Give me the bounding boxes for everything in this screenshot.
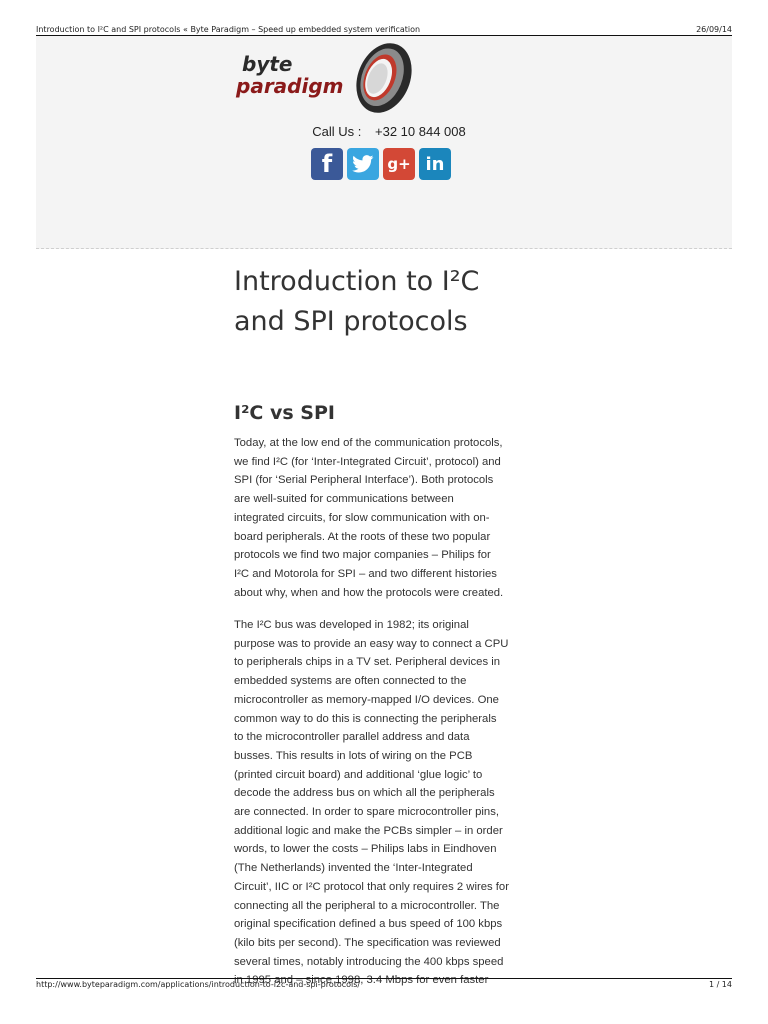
section-heading: I²C vs SPI — [234, 402, 335, 424]
facebook-icon[interactable]: f — [311, 148, 343, 180]
site-header — [36, 36, 732, 249]
paragraph-line: Today, at the low end of the communication protocols, — [234, 437, 503, 449]
phone-number[interactable]: +32 10 844 008 — [375, 124, 466, 139]
linkedin-icon[interactable]: in — [419, 148, 451, 180]
paragraph-line: (kilo bits per second). The specification was reviewed — [234, 936, 501, 949]
paragraph-line: SPI (for ‘Serial Peripheral Interface’). Both protocols — [234, 474, 494, 487]
paragraph-line: (The Netherlands) invented the ‘Inter-Integrated — [234, 862, 473, 875]
article — [234, 262, 534, 987]
paragraph-line: decode the address bus on which all the peripherals — [234, 787, 495, 800]
print-header-title: Introduction to I²C and SPI protocols « Byte Paradigm – Speed up embedded system verification — [36, 25, 421, 34]
paragraph-line: about why, when and how the protocols were created. — [234, 586, 504, 599]
paragraph-line: (printed circuit board) and additional ‘glue logic’ to — [234, 768, 483, 781]
site-logo[interactable] — [234, 38, 414, 120]
paragraph-line: additional logic and make the PCBs simpler – in order — [234, 824, 503, 837]
svg-text:byte: byte — [242, 52, 293, 76]
paragraph-line: to the microcontroller parallel address and data — [234, 731, 470, 744]
byte-paradigm-logo-icon — [234, 38, 414, 120]
paragraph-line: I²C and Motorola for SPI – and two different histories — [234, 567, 497, 580]
call-us — [36, 124, 732, 139]
paragraph-line: several times, notably introducing the 400 kbps speed — [234, 955, 504, 968]
paragraph-line: are connected. In order to spare microcontroller pins, — [234, 806, 499, 819]
paragraph-line: protocols we find two major companies – Philips for — [234, 549, 491, 562]
paragraph-line: connecting all the peripheral to a microcontroller. The — [234, 899, 500, 912]
twitter-bird-icon — [352, 155, 374, 173]
paragraph-line: purpose was to provide an easy way to connect a CPU — [234, 637, 509, 650]
paragraph-line: busses. This results in lots of wiring on the PCB — [234, 749, 473, 762]
paragraph-1 — [234, 434, 534, 602]
paragraph-line: we find I²C (for ‘Inter-Integrated Circuit’, protocol) and — [234, 455, 501, 468]
paragraph-line: The I²C bus was developed in 1982; its original — [234, 619, 469, 631]
page-title-line: and SPI protocols — [234, 306, 468, 337]
paragraph-line: original specification defined a bus speed of 100 kbps — [234, 918, 503, 931]
paragraph-2 — [234, 616, 534, 990]
svg-text:paradigm: paradigm — [236, 74, 344, 98]
page-url[interactable]: http://www.byteparadigm.com/applications/introduction-to-i2c-and-spi-protocols/ — [36, 980, 361, 989]
paragraph-line: to peripherals chips in a TV set. Peripheral devices in — [234, 656, 501, 669]
print-header-date: 26/09/14 — [696, 25, 732, 34]
paragraph-line: embedded systems are often connected to the — [234, 675, 467, 688]
paragraph-line: Circuit’, IIC or I²C protocol that only requires 2 wires for — [234, 880, 509, 893]
google-plus-icon[interactable]: g+ — [383, 148, 415, 180]
page-title — [234, 262, 534, 342]
call-us-label: Call Us : — [312, 124, 362, 139]
page-number: 1 / 14 — [708, 980, 732, 989]
paragraph-line: in 1995 and – since 1998, 3.4 Mbps for even faster — [234, 974, 489, 987]
paragraph-line: board peripherals. At the roots of these two popular — [234, 530, 491, 543]
paragraph-line: integrated circuits, for slow communication with on- — [234, 511, 490, 524]
paragraph-line: are well-suited for communications between — [234, 493, 454, 506]
print-footer — [36, 978, 732, 991]
paragraph-line: words, to lower the costs – Philips labs in Eindhoven — [234, 843, 497, 856]
paragraph-line: microcontroller as memory-mapped I/O devices. One — [234, 693, 499, 706]
twitter-icon[interactable] — [347, 148, 379, 180]
paragraph-line: common way to do this is connecting the peripherals — [234, 712, 497, 725]
page-title-line: Introduction to I²C — [234, 266, 480, 297]
print-header — [36, 23, 732, 35]
